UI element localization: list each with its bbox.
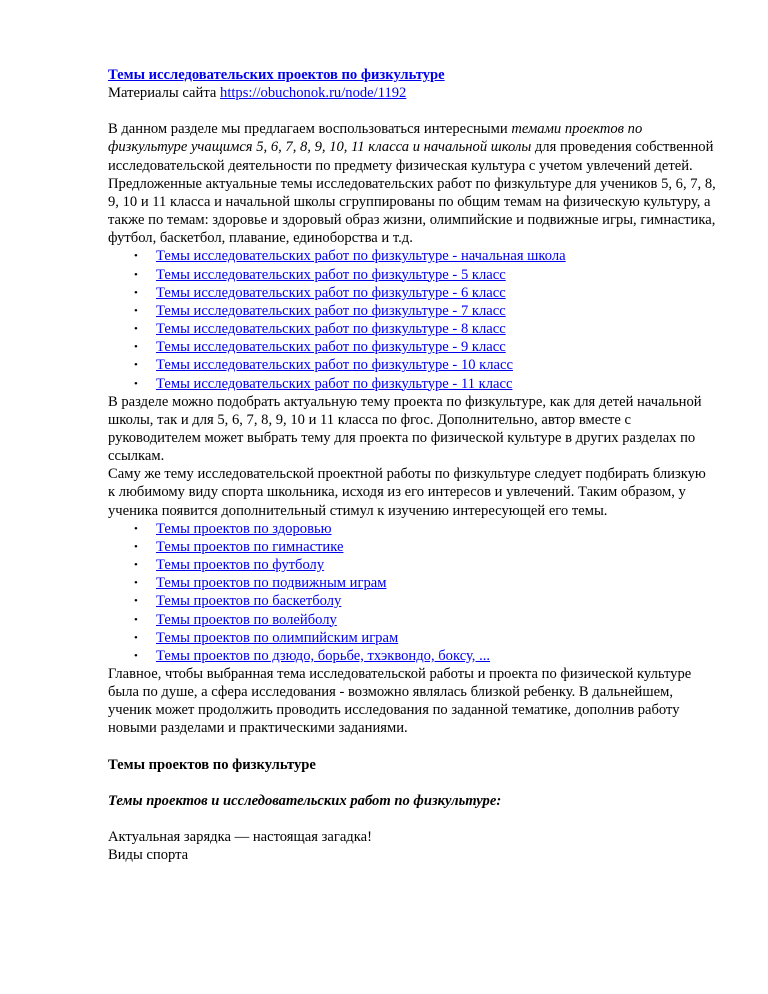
- list-item: [108, 266, 716, 284]
- bullet-icon: •: [134, 631, 138, 644]
- bullet-icon: •: [134, 304, 138, 317]
- intro-paragraph: [108, 120, 716, 174]
- bullet-icon: •: [134, 377, 138, 390]
- groups-paragraph: Предложенные актуальные темы исследовательских работ по физкультуре для учеников 5, 6, 7, 8, 9, 10 и 11 класса и начальной школы сгруппированы по общим темам на физическую культуру, а также по темам: здоровье и здоровый образ жизни, олимпийские и подвижные игры, гимнастика, футбол, баскетбол, плавание, единоборства и т.д.: [108, 175, 716, 247]
- list-item: [108, 338, 716, 356]
- bullet-icon: •: [134, 522, 138, 535]
- spacer: [108, 738, 716, 756]
- bullet-icon: •: [134, 540, 138, 553]
- topic-item: Актуальная зарядка — настоящая загадка!: [108, 828, 372, 845]
- bullet-icon: •: [134, 595, 138, 608]
- topic-links-list: [108, 520, 716, 665]
- title-line: [108, 66, 716, 84]
- topic-link[interactable]: Темы проектов по футболу: [156, 557, 325, 574]
- class-link[interactable]: Темы исследовательских работ по физкультуре - 8 класс: [156, 321, 506, 338]
- bullet-icon: •: [134, 268, 138, 281]
- intro-text-1: В данном разделе мы предлагаем воспользоваться интересными: [108, 121, 512, 138]
- source-line: [108, 84, 716, 102]
- list-item: [108, 556, 716, 574]
- bullet-icon: •: [134, 559, 138, 572]
- topic-link[interactable]: Темы проектов по олимпийским играм: [156, 629, 399, 646]
- intro-text-3: для проведения собственной исследовательской деятельности по предмету физическая культура с учетом увлечений детей.: [108, 139, 714, 174]
- bullet-icon: •: [134, 359, 138, 372]
- topic-link[interactable]: Темы проектов по волейболу: [156, 611, 337, 628]
- topic-link[interactable]: Темы проектов по баскетболу: [156, 593, 342, 610]
- list-item: [108, 574, 716, 592]
- list-item: [108, 247, 716, 265]
- class-link[interactable]: Темы исследовательских работ по физкультуре - 10 класс: [156, 357, 513, 374]
- bullet-icon: •: [134, 613, 138, 626]
- class-links-list: [108, 247, 716, 392]
- document-page: [108, 66, 716, 864]
- bullet-icon: •: [134, 286, 138, 299]
- list-item: [108, 356, 716, 374]
- list-item: [108, 629, 716, 647]
- conclusion-paragraph: Главное, чтобы выбранная тема исследовательской работы и проекта по физической культуре была по душе, а сфера исследования - возможно являлась близкой ребенку. В дальнейшем, ученик может продолжить проводить исследования по заданной тематике, дополнив работу новыми разделами и практическими заданиями.: [108, 666, 692, 737]
- class-link[interactable]: Темы исследовательских работ по физкультуре - 5 класс: [156, 266, 506, 283]
- bullet-icon: •: [134, 649, 138, 662]
- class-link[interactable]: Темы исследовательских работ по физкультуре - 9 класс: [156, 339, 506, 356]
- choose-topic-paragraph: В разделе можно подобрать актуальную тему проекта по физкультуре, как для детей начальной школы, так и для 5, 6, 7, 8, 9, 10 и 11 класса по фгос. Дополнительно, автор вместе с руководителем может выбрать тему для проекта по физической культуре в других разделах по ссылкам.: [108, 393, 702, 465]
- topic-link[interactable]: Темы проектов по дзюдо, борьбе, тхэквондо, боксу, ...: [156, 647, 491, 664]
- list-item: [108, 520, 716, 538]
- class-link[interactable]: Темы исследовательских работ по физкультуре - 6 класс: [156, 284, 506, 301]
- list-item: [108, 302, 716, 320]
- topic-link[interactable]: Темы проектов по подвижным играм: [156, 575, 387, 592]
- bullet-icon: •: [134, 323, 138, 336]
- interest-paragraph: Саму же тему исследовательской проектной работы по физкультуре следует подбирать близкую к любимому виду спорта школьника, исходя из его интересов и увлечений. Таким образом, у ученика появится дополнительный стимул к изучению интересующей его темы.: [108, 466, 706, 519]
- source-url-link[interactable]: https://obuchonok.ru/node/1192: [220, 85, 407, 102]
- list-item: [108, 592, 716, 610]
- topic-link[interactable]: Темы проектов по здоровью: [156, 520, 332, 537]
- list-item: [108, 320, 716, 338]
- topic-link[interactable]: Темы проектов по гимнастике: [156, 538, 344, 555]
- section-heading: Темы проектов по физкультуре: [108, 756, 316, 773]
- bullet-icon: •: [134, 577, 138, 590]
- list-item: [108, 611, 716, 629]
- bullet-icon: •: [134, 341, 138, 354]
- class-link[interactable]: Темы исследовательских работ по физкультуре - начальная школа: [156, 248, 566, 265]
- intro-text-italic: темами проектов по физкультуре учащимся 5, 6, 7, 8, 9, 10, 11 класса и начальной школы: [108, 121, 643, 156]
- title-link[interactable]: Темы исследовательских проектов по физкультуре: [108, 67, 445, 83]
- class-link[interactable]: Темы исследовательских работ по физкультуре - 11 класс: [156, 375, 513, 392]
- list-item: [108, 284, 716, 302]
- subheading: Темы проектов и исследовательских работ по физкультуре:: [108, 792, 502, 809]
- spacer: [108, 102, 716, 120]
- spacer: [108, 810, 716, 828]
- class-link[interactable]: Темы исследовательских работ по физкультуре - 7 класс: [156, 302, 506, 319]
- source-prefix: Материалы сайта: [108, 85, 221, 102]
- list-item: [108, 375, 716, 393]
- bullet-icon: •: [134, 250, 138, 263]
- list-item: [108, 538, 716, 556]
- spacer: [108, 774, 716, 792]
- list-item: [108, 647, 716, 665]
- topic-item: Виды спорта: [108, 847, 189, 864]
